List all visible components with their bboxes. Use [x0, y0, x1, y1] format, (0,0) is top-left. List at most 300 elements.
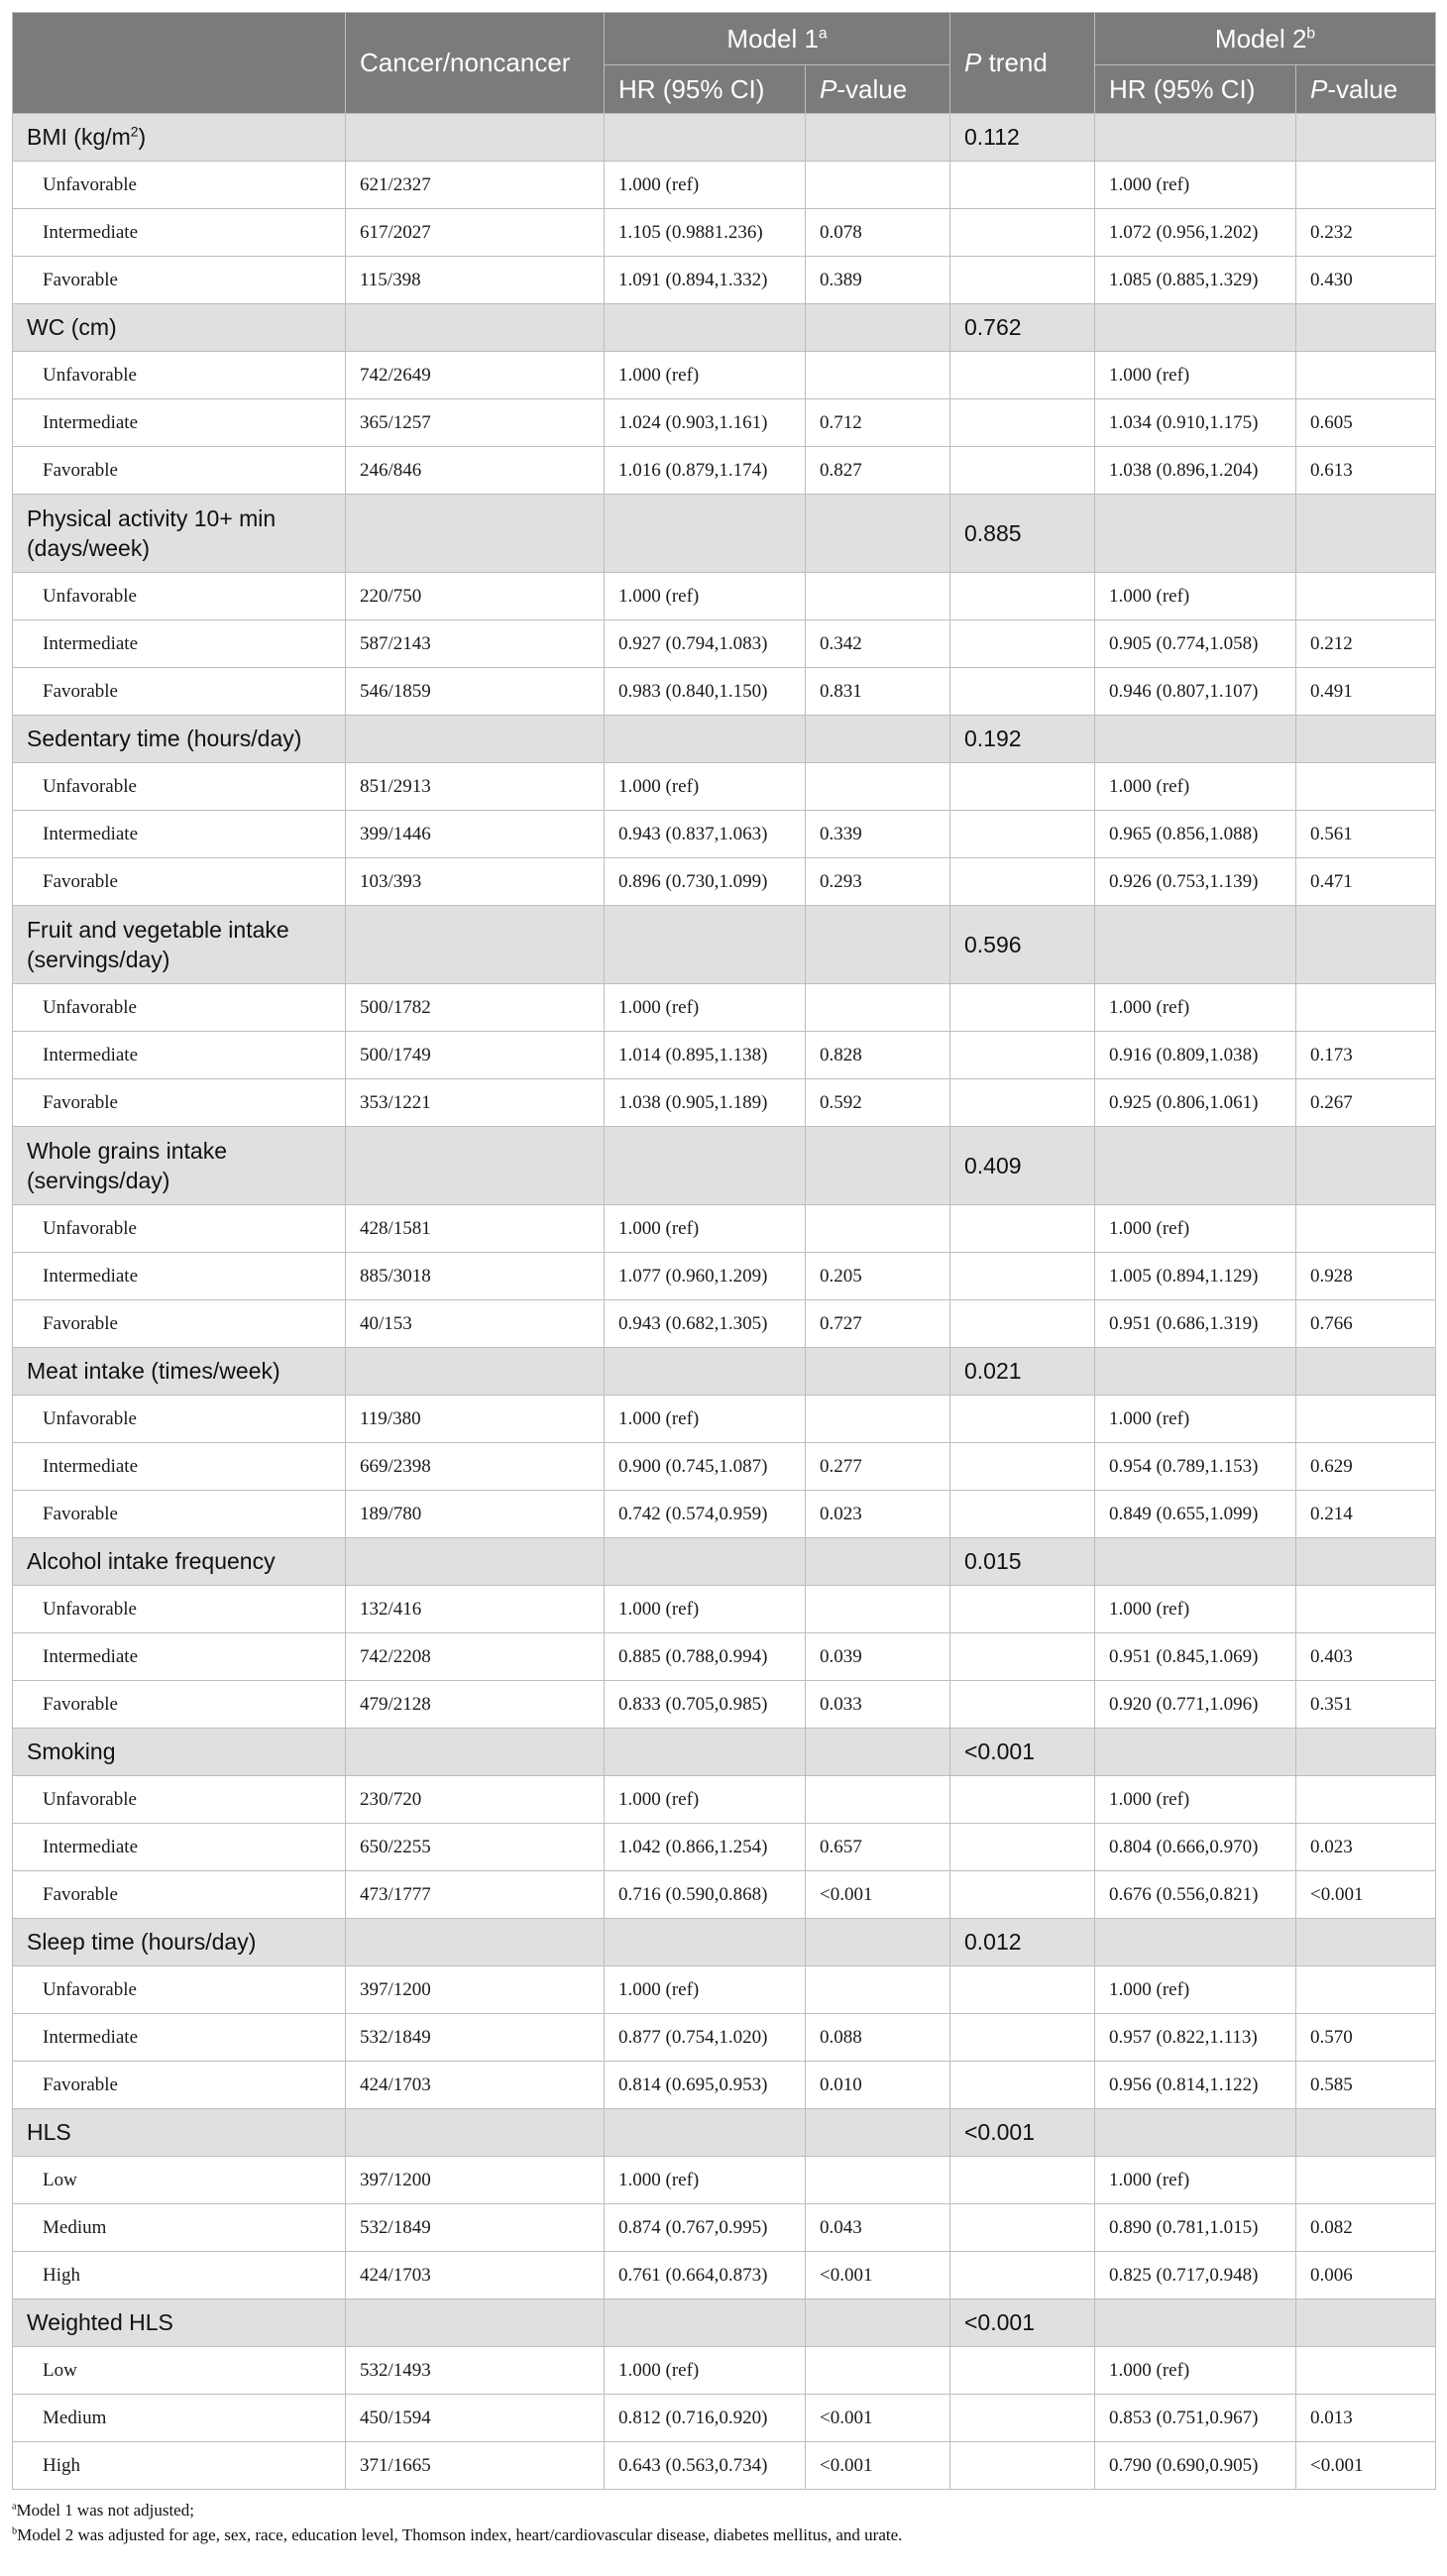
- header-pvalue-model1-p: P: [820, 73, 837, 104]
- table-row: [13, 2252, 1436, 2299]
- row-counts: 119/380: [346, 1396, 605, 1443]
- row-label: Favorable: [13, 668, 346, 716]
- row-counts: 885/3018: [346, 1253, 605, 1300]
- row-hr-model1: 0.896 (0.730,1.099): [605, 858, 806, 906]
- row-label: Unfavorable: [13, 984, 346, 1032]
- group-empty-cell: [1296, 304, 1436, 352]
- row-label: High: [13, 2252, 346, 2299]
- row-hr-model2: 1.034 (0.910,1.175): [1095, 399, 1296, 447]
- row-hr-model2: 1.038 (0.896,1.204): [1095, 447, 1296, 495]
- row-p-trend-empty: [950, 668, 1095, 716]
- table-row: [13, 1396, 1436, 1443]
- row-label: Intermediate: [13, 1032, 346, 1079]
- row-pvalue-model2: <0.001: [1296, 1871, 1436, 1919]
- row-counts: 532/1849: [346, 2014, 605, 2062]
- row-pvalue-model1: 0.712: [806, 399, 950, 447]
- row-counts: 742/2208: [346, 1633, 605, 1681]
- row-pvalue-model2: [1296, 2347, 1436, 2395]
- row-pvalue-model1: [806, 1586, 950, 1633]
- row-counts: 365/1257: [346, 399, 605, 447]
- table-row: [13, 399, 1436, 447]
- row-counts: 428/1581: [346, 1205, 605, 1253]
- group-empty-cell: [806, 495, 950, 573]
- row-hr-model1: 0.814 (0.695,0.953): [605, 2062, 806, 2109]
- row-p-trend-empty: [950, 573, 1095, 620]
- row-pvalue-model1: 0.205: [806, 1253, 950, 1300]
- row-p-trend-empty: [950, 1966, 1095, 2014]
- group-p-trend: <0.001: [950, 2109, 1095, 2157]
- header-pvalue-model2-rest: -value: [1327, 73, 1398, 104]
- group-empty-cell: [346, 2299, 605, 2347]
- table-body: [13, 114, 1436, 2490]
- row-pvalue-model1: <0.001: [806, 1871, 950, 1919]
- row-pvalue-model2: 0.173: [1296, 1032, 1436, 1079]
- row-label: Favorable: [13, 447, 346, 495]
- row-label: Intermediate: [13, 1443, 346, 1491]
- row-pvalue-model1: <0.001: [806, 2252, 950, 2299]
- group-empty-cell: [1296, 1729, 1436, 1776]
- group-p-trend: 0.409: [950, 1127, 1095, 1205]
- footnote-text: Model 1 was not adjusted;: [16, 2501, 194, 2520]
- row-counts: 669/2398: [346, 1443, 605, 1491]
- group-label: [13, 2299, 346, 2347]
- row-pvalue-model2: 0.214: [1296, 1491, 1436, 1538]
- row-pvalue-model1: 0.827: [806, 447, 950, 495]
- row-hr-model1: 0.927 (0.794,1.083): [605, 620, 806, 668]
- group-empty-cell: [346, 1919, 605, 1966]
- group-empty-cell: [346, 114, 605, 162]
- row-hr-model2: 0.825 (0.717,0.948): [1095, 2252, 1296, 2299]
- row-hr-model1: 1.000 (ref): [605, 573, 806, 620]
- row-counts: 353/1221: [346, 1079, 605, 1127]
- row-label: Unfavorable: [13, 763, 346, 811]
- header-pvalue-model1: [806, 65, 950, 114]
- row-p-trend-empty: [950, 447, 1095, 495]
- row-p-trend-empty: [950, 257, 1095, 304]
- table-row: [13, 2014, 1436, 2062]
- row-hr-model2: 0.853 (0.751,0.967): [1095, 2395, 1296, 2442]
- group-header-row: [13, 1348, 1436, 1396]
- row-pvalue-model1: 0.023: [806, 1491, 950, 1538]
- table-row: [13, 1586, 1436, 1633]
- row-p-trend-empty: [950, 1681, 1095, 1729]
- group-label-end: ): [138, 124, 147, 150]
- header-pvalue-model1-rest: -value: [836, 73, 908, 104]
- row-pvalue-model1: [806, 984, 950, 1032]
- group-empty-cell: [346, 1348, 605, 1396]
- group-empty-cell: [1296, 495, 1436, 573]
- group-label: [13, 1919, 346, 1966]
- row-hr-model1: 0.885 (0.788,0.994): [605, 1633, 806, 1681]
- group-empty-cell: [605, 1348, 806, 1396]
- row-label: Low: [13, 2347, 346, 2395]
- row-counts: 246/846: [346, 447, 605, 495]
- row-pvalue-model2: 0.491: [1296, 668, 1436, 716]
- row-label: Unfavorable: [13, 573, 346, 620]
- group-empty-cell: [806, 1127, 950, 1205]
- table-row: [13, 209, 1436, 257]
- row-pvalue-model1: [806, 2157, 950, 2204]
- row-hr-model1: 1.000 (ref): [605, 2157, 806, 2204]
- table-row: [13, 1205, 1436, 1253]
- row-hr-model2: 1.000 (ref): [1095, 1776, 1296, 1824]
- row-counts: 532/1493: [346, 2347, 605, 2395]
- row-pvalue-model2: 0.232: [1296, 209, 1436, 257]
- row-label: High: [13, 2442, 346, 2490]
- row-pvalue-model2: 0.351: [1296, 1681, 1436, 1729]
- row-p-trend-empty: [950, 2062, 1095, 2109]
- group-header-row: [13, 716, 1436, 763]
- group-empty-cell: [1296, 114, 1436, 162]
- row-counts: 399/1446: [346, 811, 605, 858]
- row-label: Favorable: [13, 1079, 346, 1127]
- row-hr-model2: 1.085 (0.885,1.329): [1095, 257, 1296, 304]
- group-p-trend: 0.015: [950, 1538, 1095, 1586]
- group-label: [13, 716, 346, 763]
- row-hr-model2: 0.790 (0.690,0.905): [1095, 2442, 1296, 2490]
- table-row: [13, 1300, 1436, 1348]
- table-row: [13, 2442, 1436, 2490]
- group-empty-cell: [605, 1919, 806, 1966]
- group-header-row: [13, 2299, 1436, 2347]
- group-empty-cell: [806, 2109, 950, 2157]
- table-row: [13, 811, 1436, 858]
- row-hr-model2: 1.000 (ref): [1095, 1205, 1296, 1253]
- row-pvalue-model1: [806, 1776, 950, 1824]
- group-label-text: Fruit and vegetable intake (servings/day): [27, 917, 289, 972]
- row-hr-model1: 0.900 (0.745,1.087): [605, 1443, 806, 1491]
- row-pvalue-model1: 0.039: [806, 1633, 950, 1681]
- row-counts: 397/1200: [346, 1966, 605, 2014]
- group-p-trend: 0.012: [950, 1919, 1095, 1966]
- row-counts: 532/1849: [346, 2204, 605, 2252]
- row-pvalue-model2: [1296, 984, 1436, 1032]
- group-empty-cell: [605, 1127, 806, 1205]
- group-label-text: Sedentary time (hours/day): [27, 726, 302, 751]
- footnotes: [12, 2498, 1435, 2547]
- header-hr-model1-label: HR (95% CI): [618, 73, 765, 104]
- table-row: [13, 257, 1436, 304]
- row-label: Unfavorable: [13, 1586, 346, 1633]
- table-row: [13, 447, 1436, 495]
- row-p-trend-empty: [950, 162, 1095, 209]
- row-hr-model1: 1.000 (ref): [605, 1586, 806, 1633]
- table-row: [13, 2204, 1436, 2252]
- group-empty-cell: [806, 1729, 950, 1776]
- row-hr-model2: 0.920 (0.771,1.096): [1095, 1681, 1296, 1729]
- row-p-trend-empty: [950, 2347, 1095, 2395]
- header-model1-sup: a: [818, 24, 828, 42]
- table-row: [13, 620, 1436, 668]
- row-pvalue-model1: 0.389: [806, 257, 950, 304]
- table-row: [13, 2157, 1436, 2204]
- row-label: Intermediate: [13, 2014, 346, 2062]
- group-empty-cell: [806, 1538, 950, 1586]
- group-label-text: WC (cm): [27, 314, 117, 340]
- header-cancer-noncancer: [346, 13, 605, 114]
- group-label: [13, 495, 346, 573]
- group-empty-cell: [346, 304, 605, 352]
- row-p-trend-empty: [950, 2157, 1095, 2204]
- row-pvalue-model1: [806, 763, 950, 811]
- header-model2-sup: b: [1306, 24, 1316, 42]
- row-p-trend-empty: [950, 984, 1095, 1032]
- row-hr-model1: 0.716 (0.590,0.868): [605, 1871, 806, 1919]
- group-empty-cell: [1296, 716, 1436, 763]
- row-hr-model1: 1.091 (0.894,1.332): [605, 257, 806, 304]
- row-label: Favorable: [13, 1871, 346, 1919]
- results-table-container: [12, 12, 1435, 2547]
- group-empty-cell: [1095, 716, 1296, 763]
- row-hr-model1: 0.874 (0.767,0.995): [605, 2204, 806, 2252]
- row-p-trend-empty: [950, 620, 1095, 668]
- group-empty-cell: [605, 906, 806, 984]
- row-hr-model2: 1.000 (ref): [1095, 984, 1296, 1032]
- row-hr-model1: 1.000 (ref): [605, 1966, 806, 2014]
- row-pvalue-model1: 0.078: [806, 209, 950, 257]
- header-variable: [13, 13, 346, 114]
- row-counts: 500/1782: [346, 984, 605, 1032]
- group-empty-cell: [605, 716, 806, 763]
- row-hr-model2: 0.676 (0.556,0.821): [1095, 1871, 1296, 1919]
- row-pvalue-model1: 0.293: [806, 858, 950, 906]
- table-row: [13, 2347, 1436, 2395]
- row-label: Intermediate: [13, 1633, 346, 1681]
- header-pvalue-model2-p: P: [1310, 73, 1328, 104]
- row-label: Unfavorable: [13, 1966, 346, 2014]
- row-hr-model2: 0.946 (0.807,1.107): [1095, 668, 1296, 716]
- group-empty-cell: [346, 1127, 605, 1205]
- group-empty-cell: [1095, 2109, 1296, 2157]
- group-empty-cell: [605, 495, 806, 573]
- group-empty-cell: [1095, 1127, 1296, 1205]
- row-hr-model2: 0.965 (0.856,1.088): [1095, 811, 1296, 858]
- row-pvalue-model1: 0.727: [806, 1300, 950, 1348]
- group-header-row: [13, 1919, 1436, 1966]
- row-hr-model1: 1.014 (0.895,1.138): [605, 1032, 806, 1079]
- group-header-row: [13, 114, 1436, 162]
- group-header-row: [13, 495, 1436, 573]
- row-p-trend-empty: [950, 1205, 1095, 1253]
- row-label: Unfavorable: [13, 1205, 346, 1253]
- row-counts: 587/2143: [346, 620, 605, 668]
- group-header-row: [13, 1538, 1436, 1586]
- row-p-trend-empty: [950, 1300, 1095, 1348]
- row-hr-model1: 0.812 (0.716,0.920): [605, 2395, 806, 2442]
- row-hr-model2: 1.000 (ref): [1095, 573, 1296, 620]
- group-empty-cell: [605, 114, 806, 162]
- row-pvalue-model2: [1296, 352, 1436, 399]
- row-counts: 617/2027: [346, 209, 605, 257]
- header-model1: [605, 13, 950, 65]
- row-pvalue-model1: [806, 1396, 950, 1443]
- row-label: Intermediate: [13, 209, 346, 257]
- row-hr-model2: 0.951 (0.686,1.319): [1095, 1300, 1296, 1348]
- row-pvalue-model2: 0.023: [1296, 1824, 1436, 1871]
- group-p-trend: 0.885: [950, 495, 1095, 573]
- row-pvalue-model2: <0.001: [1296, 2442, 1436, 2490]
- row-label: Favorable: [13, 257, 346, 304]
- row-pvalue-model2: 0.267: [1296, 1079, 1436, 1127]
- row-label: Unfavorable: [13, 352, 346, 399]
- group-empty-cell: [605, 1729, 806, 1776]
- group-empty-cell: [1296, 2299, 1436, 2347]
- table-row: [13, 984, 1436, 1032]
- row-hr-model2: 0.926 (0.753,1.139): [1095, 858, 1296, 906]
- row-hr-model2: 1.000 (ref): [1095, 1586, 1296, 1633]
- table-row: [13, 352, 1436, 399]
- row-pvalue-model1: 0.342: [806, 620, 950, 668]
- group-label: [13, 1538, 346, 1586]
- table-row: [13, 2062, 1436, 2109]
- row-hr-model2: 0.951 (0.845,1.069): [1095, 1633, 1296, 1681]
- row-pvalue-model1: 0.828: [806, 1032, 950, 1079]
- row-label: Favorable: [13, 2062, 346, 2109]
- row-counts: 742/2649: [346, 352, 605, 399]
- row-label: Unfavorable: [13, 162, 346, 209]
- row-counts: 230/720: [346, 1776, 605, 1824]
- header-cancer-label: Cancer/noncancer: [360, 48, 571, 77]
- row-p-trend-empty: [950, 763, 1095, 811]
- group-empty-cell: [1296, 1348, 1436, 1396]
- row-hr-model2: 0.890 (0.781,1.015): [1095, 2204, 1296, 2252]
- group-empty-cell: [806, 2299, 950, 2347]
- header-p-trend-rest: trend: [981, 48, 1048, 77]
- hazard-ratio-table: [12, 12, 1436, 2490]
- row-counts: 479/2128: [346, 1681, 605, 1729]
- footnote-marker: a: [12, 2501, 17, 2513]
- row-counts: 132/416: [346, 1586, 605, 1633]
- row-pvalue-model2: [1296, 573, 1436, 620]
- row-hr-model1: 0.742 (0.574,0.959): [605, 1491, 806, 1538]
- group-empty-cell: [806, 1919, 950, 1966]
- group-empty-cell: [1095, 1729, 1296, 1776]
- group-header-row: [13, 906, 1436, 984]
- row-pvalue-model2: [1296, 2157, 1436, 2204]
- row-counts: 650/2255: [346, 1824, 605, 1871]
- group-p-trend: <0.001: [950, 1729, 1095, 1776]
- header-hr-model2: [1095, 65, 1296, 114]
- row-p-trend-empty: [950, 2395, 1095, 2442]
- group-empty-cell: [1095, 304, 1296, 352]
- group-label: [13, 304, 346, 352]
- table-row: [13, 2395, 1436, 2442]
- row-pvalue-model2: 0.928: [1296, 1253, 1436, 1300]
- row-p-trend-empty: [950, 1871, 1095, 1919]
- row-counts: 115/398: [346, 257, 605, 304]
- row-pvalue-model1: [806, 352, 950, 399]
- footnote: [12, 2498, 1435, 2522]
- row-hr-model2: 0.957 (0.822,1.113): [1095, 2014, 1296, 2062]
- table-row: [13, 1824, 1436, 1871]
- row-label: Favorable: [13, 858, 346, 906]
- row-p-trend-empty: [950, 2442, 1095, 2490]
- group-p-trend: 0.762: [950, 304, 1095, 352]
- row-counts: 424/1703: [346, 2062, 605, 2109]
- group-empty-cell: [1296, 906, 1436, 984]
- table-row: [13, 162, 1436, 209]
- group-empty-cell: [1095, 906, 1296, 984]
- row-pvalue-model2: 0.471: [1296, 858, 1436, 906]
- group-empty-cell: [1095, 1538, 1296, 1586]
- row-hr-model2: 1.000 (ref): [1095, 2157, 1296, 2204]
- row-hr-model1: 0.833 (0.705,0.985): [605, 1681, 806, 1729]
- row-pvalue-model1: 0.831: [806, 668, 950, 716]
- row-hr-model1: 0.983 (0.840,1.150): [605, 668, 806, 716]
- header-p-trend-p: P: [964, 48, 982, 77]
- row-hr-model2: 1.000 (ref): [1095, 1966, 1296, 2014]
- row-p-trend-empty: [950, 1253, 1095, 1300]
- table-header: [13, 13, 1436, 114]
- group-empty-cell: [346, 1538, 605, 1586]
- row-counts: 473/1777: [346, 1871, 605, 1919]
- header-p-trend: [950, 13, 1095, 114]
- row-pvalue-model1: 0.010: [806, 2062, 950, 2109]
- header-pvalue-model2: [1296, 65, 1436, 114]
- row-hr-model1: 0.761 (0.664,0.873): [605, 2252, 806, 2299]
- group-label-text: Alcohol intake frequency: [27, 1548, 276, 1574]
- group-empty-cell: [1095, 114, 1296, 162]
- row-pvalue-model1: [806, 1966, 950, 2014]
- row-hr-model2: 0.956 (0.814,1.122): [1095, 2062, 1296, 2109]
- row-pvalue-model2: 0.430: [1296, 257, 1436, 304]
- row-p-trend-empty: [950, 1633, 1095, 1681]
- row-pvalue-model2: 0.403: [1296, 1633, 1436, 1681]
- table-row: [13, 1871, 1436, 1919]
- row-pvalue-model1: 0.339: [806, 811, 950, 858]
- group-label-sup: 2: [130, 124, 139, 140]
- group-empty-cell: [806, 1348, 950, 1396]
- row-hr-model1: 1.000 (ref): [605, 763, 806, 811]
- header-hr-model1: [605, 65, 806, 114]
- row-counts: 450/1594: [346, 2395, 605, 2442]
- row-pvalue-model1: 0.592: [806, 1079, 950, 1127]
- group-label: [13, 1348, 346, 1396]
- row-pvalue-model2: [1296, 763, 1436, 811]
- group-empty-cell: [806, 114, 950, 162]
- footnote-text: Model 2 was adjusted for age, sex, race, education level, Thomson index, heart/cardiovascular disease, diabetes mellitus, and urate.: [17, 2525, 903, 2544]
- group-label-text: Whole grains intake (servings/day): [27, 1138, 227, 1193]
- row-p-trend-empty: [950, 1396, 1095, 1443]
- row-hr-model1: 1.000 (ref): [605, 984, 806, 1032]
- row-pvalue-model1: 0.088: [806, 2014, 950, 2062]
- group-p-trend: 0.021: [950, 1348, 1095, 1396]
- row-hr-model2: 1.000 (ref): [1095, 162, 1296, 209]
- table-row: [13, 1681, 1436, 1729]
- row-counts: 103/393: [346, 858, 605, 906]
- group-header-row: [13, 304, 1436, 352]
- row-counts: 621/2327: [346, 162, 605, 209]
- row-hr-model2: 0.925 (0.806,1.061): [1095, 1079, 1296, 1127]
- row-pvalue-model2: 0.613: [1296, 447, 1436, 495]
- row-pvalue-model1: <0.001: [806, 2395, 950, 2442]
- group-empty-cell: [1296, 1919, 1436, 1966]
- table-row: [13, 1776, 1436, 1824]
- group-empty-cell: [1095, 495, 1296, 573]
- row-pvalue-model1: 0.277: [806, 1443, 950, 1491]
- row-hr-model2: 0.804 (0.666,0.970): [1095, 1824, 1296, 1871]
- table-row: [13, 1966, 1436, 2014]
- group-p-trend: 0.112: [950, 114, 1095, 162]
- row-hr-model2: 0.954 (0.789,1.153): [1095, 1443, 1296, 1491]
- row-p-trend-empty: [950, 1079, 1095, 1127]
- table-row: [13, 1633, 1436, 1681]
- group-label-text: Sleep time (hours/day): [27, 1929, 257, 1955]
- row-label: Intermediate: [13, 1253, 346, 1300]
- group-empty-cell: [346, 2109, 605, 2157]
- row-hr-model1: 1.000 (ref): [605, 2347, 806, 2395]
- row-hr-model2: 0.916 (0.809,1.038): [1095, 1032, 1296, 1079]
